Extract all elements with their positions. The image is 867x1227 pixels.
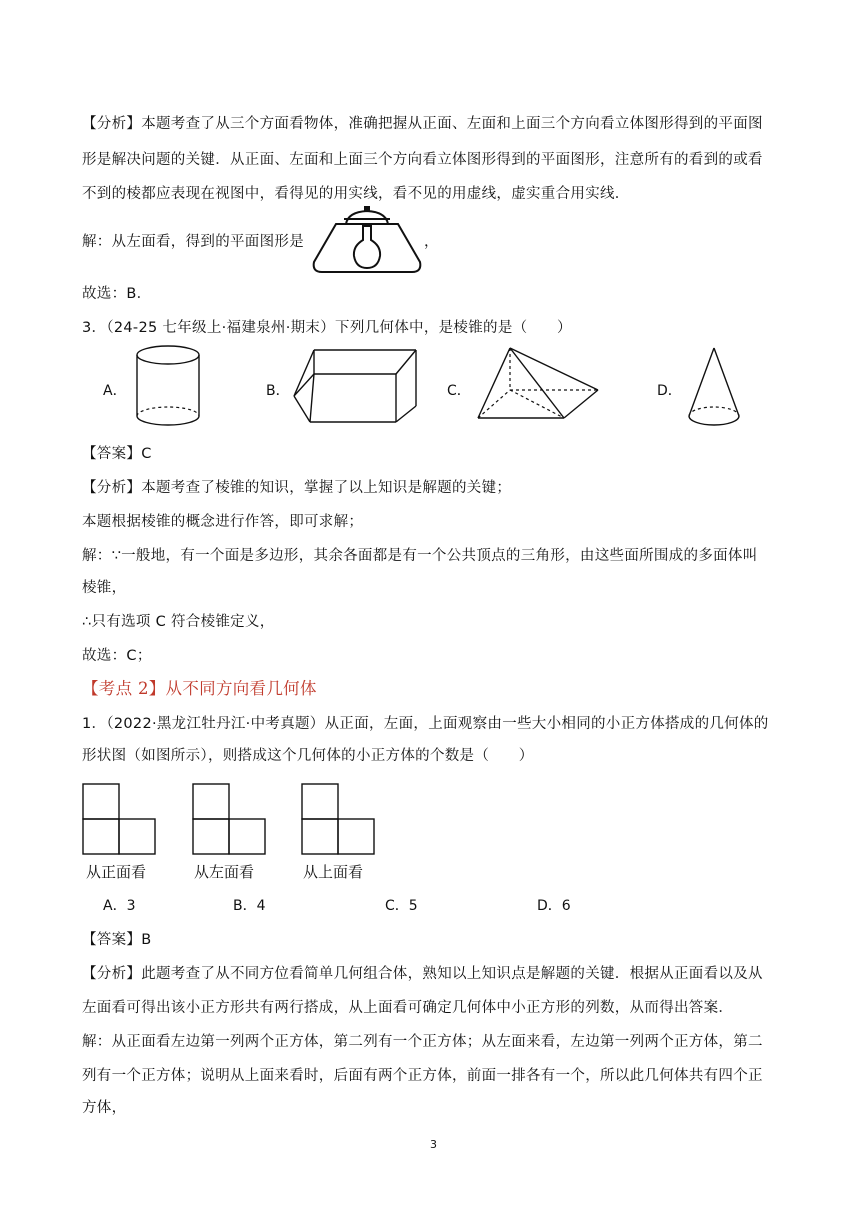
caption-left-view: 从左面看 bbox=[194, 863, 255, 881]
page-number: 3 bbox=[430, 1138, 437, 1151]
solution-line: 解：从左面看，得到的平面图形是 bbox=[82, 234, 304, 250]
section-heading: 【考点 2】从不同方向看几何体 bbox=[82, 679, 317, 698]
solution-q3-line-1: 解：∵一般地，有一个面是多边形，其余各面都是有一个公共顶点的三角形，由这些面所围成的多面体叫 bbox=[82, 548, 758, 564]
answer-choice-q3: 故选：C； bbox=[82, 648, 152, 664]
top-view-grid bbox=[301, 783, 375, 855]
caption-front-view: 从正面看 bbox=[86, 863, 147, 881]
answer-choice-line: 故选：B． bbox=[82, 286, 152, 302]
q3-option-d: D． bbox=[657, 383, 682, 399]
question-1-line-1: 1．（2022·黑龙江牡丹江·中考真题）从正面，左面，上面观察由一些大小相同的小正方体搭成的几何体的 bbox=[82, 716, 769, 732]
q1-option-b: B．4 bbox=[233, 898, 266, 914]
answer-q3: 【答案】C bbox=[82, 446, 152, 462]
left-view-grid bbox=[192, 783, 266, 855]
q1-option-c: C．5 bbox=[385, 898, 418, 914]
analysis-line-1: 【分析】本题考查了从三个方面看物体，准确把握从正面、左面和上面三个方向看立体图形得到的平面图 bbox=[82, 116, 763, 132]
q3-option-c: C． bbox=[447, 383, 471, 399]
q1-option-d: D．6 bbox=[537, 898, 571, 914]
left-view-figure bbox=[312, 206, 422, 274]
analysis-line-3: 不到的棱都应表现在视图中，看得见的用实线，看不见的用虚线，虚实重合用实线． bbox=[82, 186, 630, 202]
question-1-line-2: 形状图（如图所示），则搭成这个几何体的小正方体的个数是（ ） bbox=[82, 748, 534, 764]
solution-q3-line-3: ∴只有选项 C 符合棱锥定义， bbox=[82, 614, 275, 630]
solution-q1-line-3: 方体， bbox=[82, 1100, 127, 1116]
solution-q1-line-1: 解：从正面看左边第一列两个正方体，第二列有一个正方体；从左面来看，左边第一列两个正方体，第二 bbox=[82, 1034, 763, 1050]
analysis-q3-line-2: 本题根据棱锥的概念进行作答，即可求解； bbox=[82, 514, 364, 530]
analysis-q1-line-2: 左面看可得出该小正方形共有两行搭成，从上面看可确定几何体中小正方形的列数，从而得出答案． bbox=[82, 1000, 734, 1016]
front-view-grid bbox=[82, 783, 156, 855]
answer-q1: 【答案】B bbox=[82, 932, 152, 948]
cone-figure bbox=[686, 346, 742, 430]
analysis-q3-line-1: 【分析】本题考查了棱锥的知识，掌握了以上知识是解题的关键； bbox=[82, 480, 512, 496]
solution-q1-line-2: 列有一个正方体；说明从上面来看时，后面有两个正方体，前面一排各有一个，所以此几何体共有四个正 bbox=[82, 1068, 763, 1084]
q3-option-b: B． bbox=[266, 383, 290, 399]
cylinder-figure bbox=[134, 344, 202, 428]
solution-comma: ， bbox=[424, 234, 439, 250]
q1-option-a: A．3 bbox=[103, 898, 136, 914]
question-3: 3．（24-25 七年级上·福建泉州·期末）下列几何体中，是棱锥的是（ ） bbox=[82, 320, 572, 336]
solution-q3-line-2: 棱锥， bbox=[82, 580, 127, 596]
q3-option-a: A． bbox=[103, 383, 127, 399]
analysis-line-2: 形是解决问题的关键．从正面、左面和上面三个方向看立体图形得到的平面图形，注意所有的看到的或看 bbox=[82, 152, 763, 168]
prism-figure bbox=[290, 348, 418, 424]
caption-top-view: 从上面看 bbox=[303, 863, 364, 881]
pyramid-figure bbox=[474, 346, 600, 422]
analysis-q1-line-1: 【分析】此题考查了从不同方位看简单几何组合体，熟知以上知识点是解题的关键．根据从正面看以及从 bbox=[82, 966, 763, 982]
